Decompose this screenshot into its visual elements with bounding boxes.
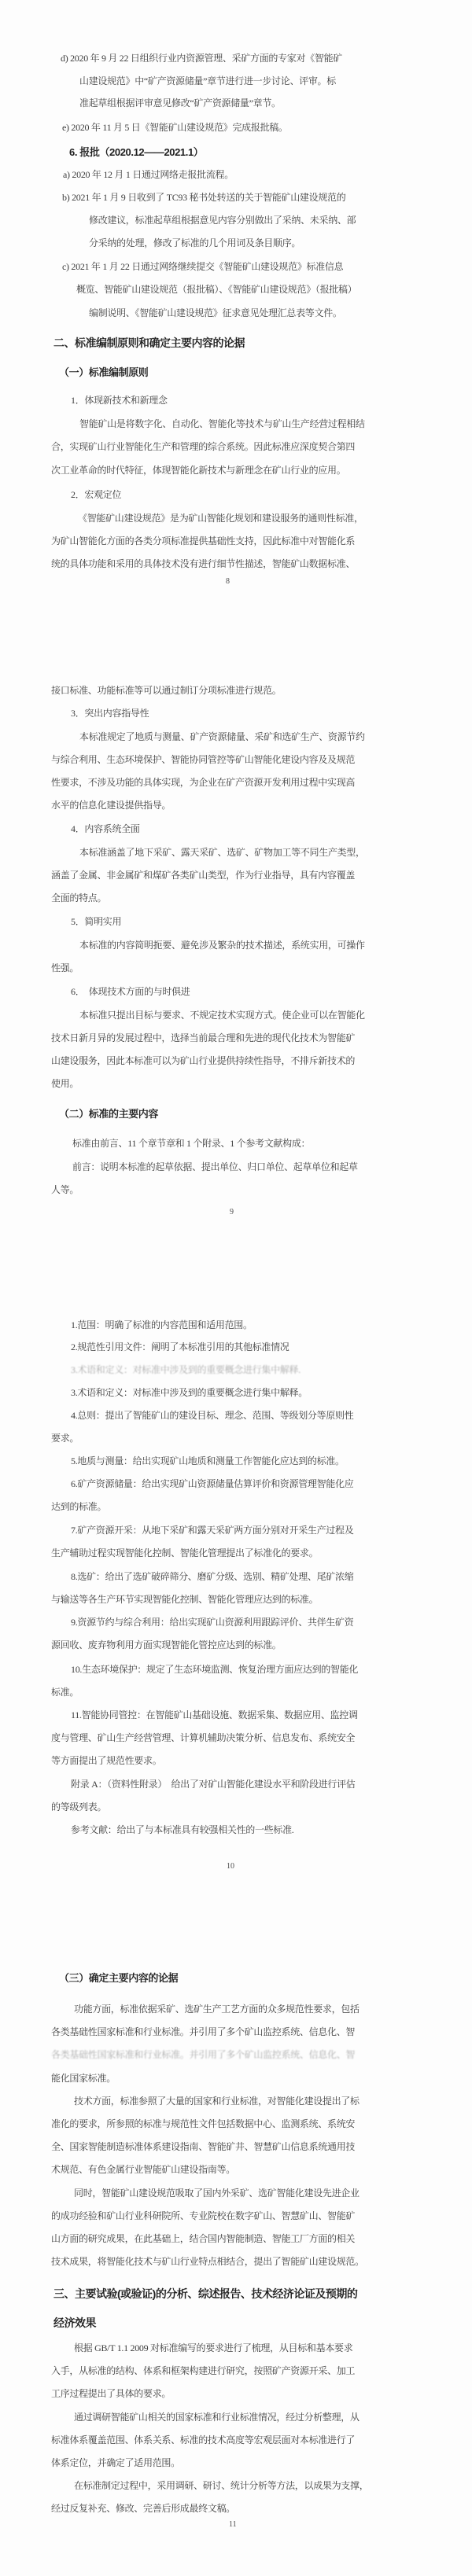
text-line: 4．内容系统全面 (71, 823, 140, 834)
page-number: 11 (229, 2520, 237, 2529)
text-line: 涵盖了金属、非金属矿和煤矿各类矿山类型，作为行业指导，具有内容覆盖 (51, 870, 356, 881)
text-line: 7.矿产资源开采：从地下采矿和露天采矿两方面分别对开采生产过程及 (71, 1525, 354, 1536)
text-line: 10.生态环境保护：规定了生态环境监测、恢复治理方面应达到的智能化 (71, 1664, 359, 1675)
text-line: 在标准制定过程中，采用调研、研讨、统计分析等方法，以成果为支撑， (74, 2480, 369, 2491)
text-line: 全面的特点。 (51, 892, 107, 903)
text-line: 智能矿山是将数字化、自动化、智能化等技术与矿山生产经营过程相结 (79, 418, 365, 429)
text-line: 概览、智能矿山建设规范（报批稿）、《智能矿山建设规范》（报批稿） (76, 284, 357, 295)
text-line: 术规范、有色金属行业智能矿山建设指南等。 (51, 2164, 236, 2175)
text-line: 等方面提出了规范性要求。 (51, 1755, 162, 1766)
text-line: 本标准的内容简明扼要、避免涉及繁杂的技术描述，系统实用，可操作 (79, 940, 365, 951)
text-line: 生产辅助过程实现智能化控制、智能化管理提出了标准化的要求。 (51, 1547, 319, 1558)
text-line: 水平的信息化建设提供指导。 (51, 800, 171, 811)
text-line: 本标准规定了地质与测量、矿产资源储量、采矿和选矿生产、资源节约 (79, 731, 365, 742)
subsection-heading: （三）确定主要内容的论据 (59, 1972, 179, 1984)
text-line: 的成功经验和矿山行业科研院所、专业院校在数字矿山、智慧矿山、智能矿 (51, 2210, 356, 2221)
numbered-heading: 6. 报批（2020.12——2021.1） (69, 146, 204, 158)
text-line: 统的具体功能和采用的具体技术没有进行细节性描述，智能矿山数据标准、 (51, 558, 356, 569)
text-line: 2.规范性引用文件：阐明了本标准引用的其他标准情况 (71, 1341, 289, 1352)
text-line: d) 2020 年 9 月 22 日组织行业内资源管理、采矿方面的专家对《智能矿 (61, 53, 342, 64)
text-line: 根据 GB/T 1.1 2009 对标准编写的要求进行了梳理，从目标和基本要求 (74, 2342, 353, 2353)
ghost-text-line: 3.术语和定义：对标准中涉及到的重要概念进行集中解释. (71, 1364, 301, 1375)
text-line: 5.地质与测量：给出实现矿山地质和测量工作智能化应达到的标准。 (71, 1455, 345, 1466)
page-number: 9 (230, 1208, 234, 1216)
page-number: 8 (226, 577, 230, 586)
text-line: 本标准涵盖了地下采矿、露天采矿、选矿、矿物加工等不同生产类型， (79, 847, 365, 858)
text-line: 达到的标准。 (51, 1501, 107, 1512)
text-line: 9.资源节约与综合利用：给出实现矿山资源利用跟踪评价、共伴生矿资 (71, 1617, 354, 1628)
text-line: 与输送等各生产环节实现智能化控制、智能化管理应达到的标准。 (51, 1594, 319, 1605)
text-line: b) 2021 年 1 月 9 日收到了 TC93 秘书处转送的关于智能矿山建设规范的 (62, 192, 346, 203)
text-line: 修改建议，标准起草组根据意见内容分别做出了采纳、未采纳、部 (89, 215, 356, 226)
text-line: 1．体现新技术和新理念 (71, 395, 168, 406)
text-line: 技术日新月异的发展过程中，选择当前最合理和先进的现代化技术为智能矿 (51, 1032, 356, 1043)
text-line: 体系定位，并确定了适用范围。 (51, 2457, 180, 2468)
subsection-heading: （一）标准编制原则 (59, 366, 149, 378)
text-line: 5．简明实用 (71, 916, 122, 927)
text-line: 山建设服务，因此本标准可以为矿山行业提供持续性指导，不排斥新技术的 (51, 1055, 356, 1066)
text-line: 各类基础性国家标准和行业标准。并引用了多个矿山监控系统、信息化、智 (51, 2026, 356, 2037)
text-line: 技术成果，将智能化技术与矿山行业特点相结合，提出了智能矿山建设规范。 (51, 2256, 364, 2267)
ghost-text-line: 各类基础性国家标准和行业标准。并引用了多个矿山监控系统、信息化、智 (51, 2049, 356, 2060)
text-line: 次工业革命的时代特征，体现智能化新技术与新理念在矿山行业的应用。 (51, 465, 346, 476)
text-line: 11.智能协同管控：在智能矿山基础设施、数据采集、数据应用、监控调 (71, 1709, 358, 1720)
text-line: 4.总则：提出了智能矿山的建设目标、理念、范围、等级划分等原则性 (71, 1410, 354, 1421)
text-line: 入手，从标准的结构、体系和框架构建进行研究，按照矿产资源开采、加工 (51, 2365, 356, 2376)
text-line: 准起草组根据评审意见修改“矿产资源储量”章节。 (79, 98, 281, 109)
text-line: 通过调研智能矿山相关的国家标准和行业标准情况，经过分析整理，从 (74, 2412, 360, 2423)
text-line: 使用。 (51, 1078, 79, 1089)
text-line: 的等级列表。 (51, 1801, 107, 1812)
text-line: 3．突出内容指导性 (71, 708, 149, 719)
subsection-heading: （二）标准的主要内容 (59, 1108, 159, 1120)
text-line: 8.选矿：给出了选矿破碎筛分、磨矿分级、选别、精矿处理、尾矿浓缩 (71, 1571, 354, 1582)
text-line: 接口标准、功能标准等可以通过制订分项标准进行规范。 (51, 685, 282, 696)
text-line: 山方面的研究成果，在此基础上，结合国内智能制造、智能工厂方面的相关 (51, 2233, 356, 2244)
text-line: 前言：说明本标准的起草依据、提出单位、归口单位、起草单位和起草 (72, 1161, 358, 1172)
text-line: 准化的要求，所参照的标准与规范性文件包括数据中心、监测系统、系统安 (51, 2118, 356, 2129)
text-line: 技术方面，标准参照了大量的国家和行业标准，对智能化建设提出了标 (74, 2096, 360, 2107)
text-line: 性强。 (51, 962, 79, 973)
section-heading: 三、主要试验(或验证)的分析、综述报告、技术经济论证及预期的 (53, 2287, 358, 2300)
text-line: 合，实现矿山行业智能化生产和管理的综合系统。因此标准应深度契合第四 (51, 441, 356, 452)
text-line: 《智能矿山建设规范》是为矿山智能化规划和建设服务的通则性标准， (78, 513, 363, 524)
text-line: 参考文献：给出了与本标准具有较强相关性的一些标准. (71, 1824, 294, 1835)
text-line: 同时，智能矿山建设规范吸取了国内外采矿、选矿智能化建设先进企业 (74, 2188, 360, 2199)
section-heading: 经济效果 (53, 2317, 96, 2329)
text-line: 度与管理、矿山生产经营管理、计算机辅助决策分析、信息发布、系统安全 (51, 1732, 356, 1743)
text-line: 6.矿产资源储量：给出实现矿山资源储量估算评价和资源管理智能化应 (71, 1478, 354, 1489)
text-line: 3.术语和定义：对标准中涉及到的重要概念进行集中解释。 (71, 1387, 308, 1398)
text-line: a) 2020 年 12 月 1 日通过网络走报批流程。 (63, 169, 234, 180)
text-line: 工序过程提出了具体的要求。 (51, 2388, 171, 2399)
text-line: 编制说明、《智能矿山建设规范》征求意见处理汇总表等文件。 (89, 307, 342, 318)
text-line: c) 2021 年 1 月 22 日通过网络继续提交《智能矿山建设规范》标准信息 (62, 261, 344, 272)
text-line: 源回收、废弃物利用方面实现智能化管控应达到的标准。 (51, 1639, 282, 1650)
text-line: 分采纳的处理，修改了标准的几个用词及条目顺序。 (89, 237, 301, 248)
text-line: 人等。 (51, 1184, 79, 1195)
section-heading: 二、标准编制原则和确定主要内容的论据 (53, 337, 245, 349)
text-line: 能化国家标准。 (51, 2073, 116, 2084)
text-line: 与综合利用、生态环境保护、智能协同管控等矿山智能化建设内容及及规范 (51, 754, 356, 765)
text-line: 性要求，不涉及功能的具体实现，为企业在矿产资源开发利用过程中实现高 (51, 777, 356, 788)
text-line: 为矿山智能化方面的各类分项标准提供基础性支持，因此标准中对智能化系 (51, 535, 356, 546)
text-line: 2．宏观定位 (71, 489, 122, 500)
text-line: 功能方面，标准依据采矿、选矿生产工艺方面的众多规范性要求，包括 (74, 2004, 360, 2015)
page-number: 10 (227, 1862, 234, 1871)
text-line: 标准体系覆盖范围、体系关系、标准的技术高度等宏观层面对本标准进行了 (51, 2434, 356, 2445)
text-line: 全、国家智能制造标准体系建设指南、智能矿井、智慧矿山信息系统通用技 (51, 2141, 356, 2152)
text-line: 山建设规范》中“矿产资源储量”章节进行进一步讨论、评审。标 (79, 75, 336, 86)
text-line: 附录 A：（资料性附录） 给出了对矿山智能化建设水平和阶段进行评估 (71, 1779, 356, 1790)
text-line: 1.范围：明确了标准的内容范围和适用范围。 (71, 1319, 253, 1330)
text-line: 标准由前言、11 个章节章和 1 个附录、1 个参考文献构成： (72, 1138, 311, 1149)
text-line: e) 2020 年 11 月 5 日《智能矿山建设规范》完成报批稿。 (62, 122, 288, 133)
text-line: 标准。 (51, 1687, 79, 1698)
text-line: 6． 体现技术方面的与时俱进 (71, 986, 190, 997)
text-line: 要求。 (51, 1433, 79, 1444)
text-line: 本标准只提出目标与要求、不规定技术实现方式。使企业可以在智能化 (79, 1010, 365, 1021)
text-line: 经过反复补充、修改、完善后形成最终文稿。 (51, 2503, 236, 2514)
